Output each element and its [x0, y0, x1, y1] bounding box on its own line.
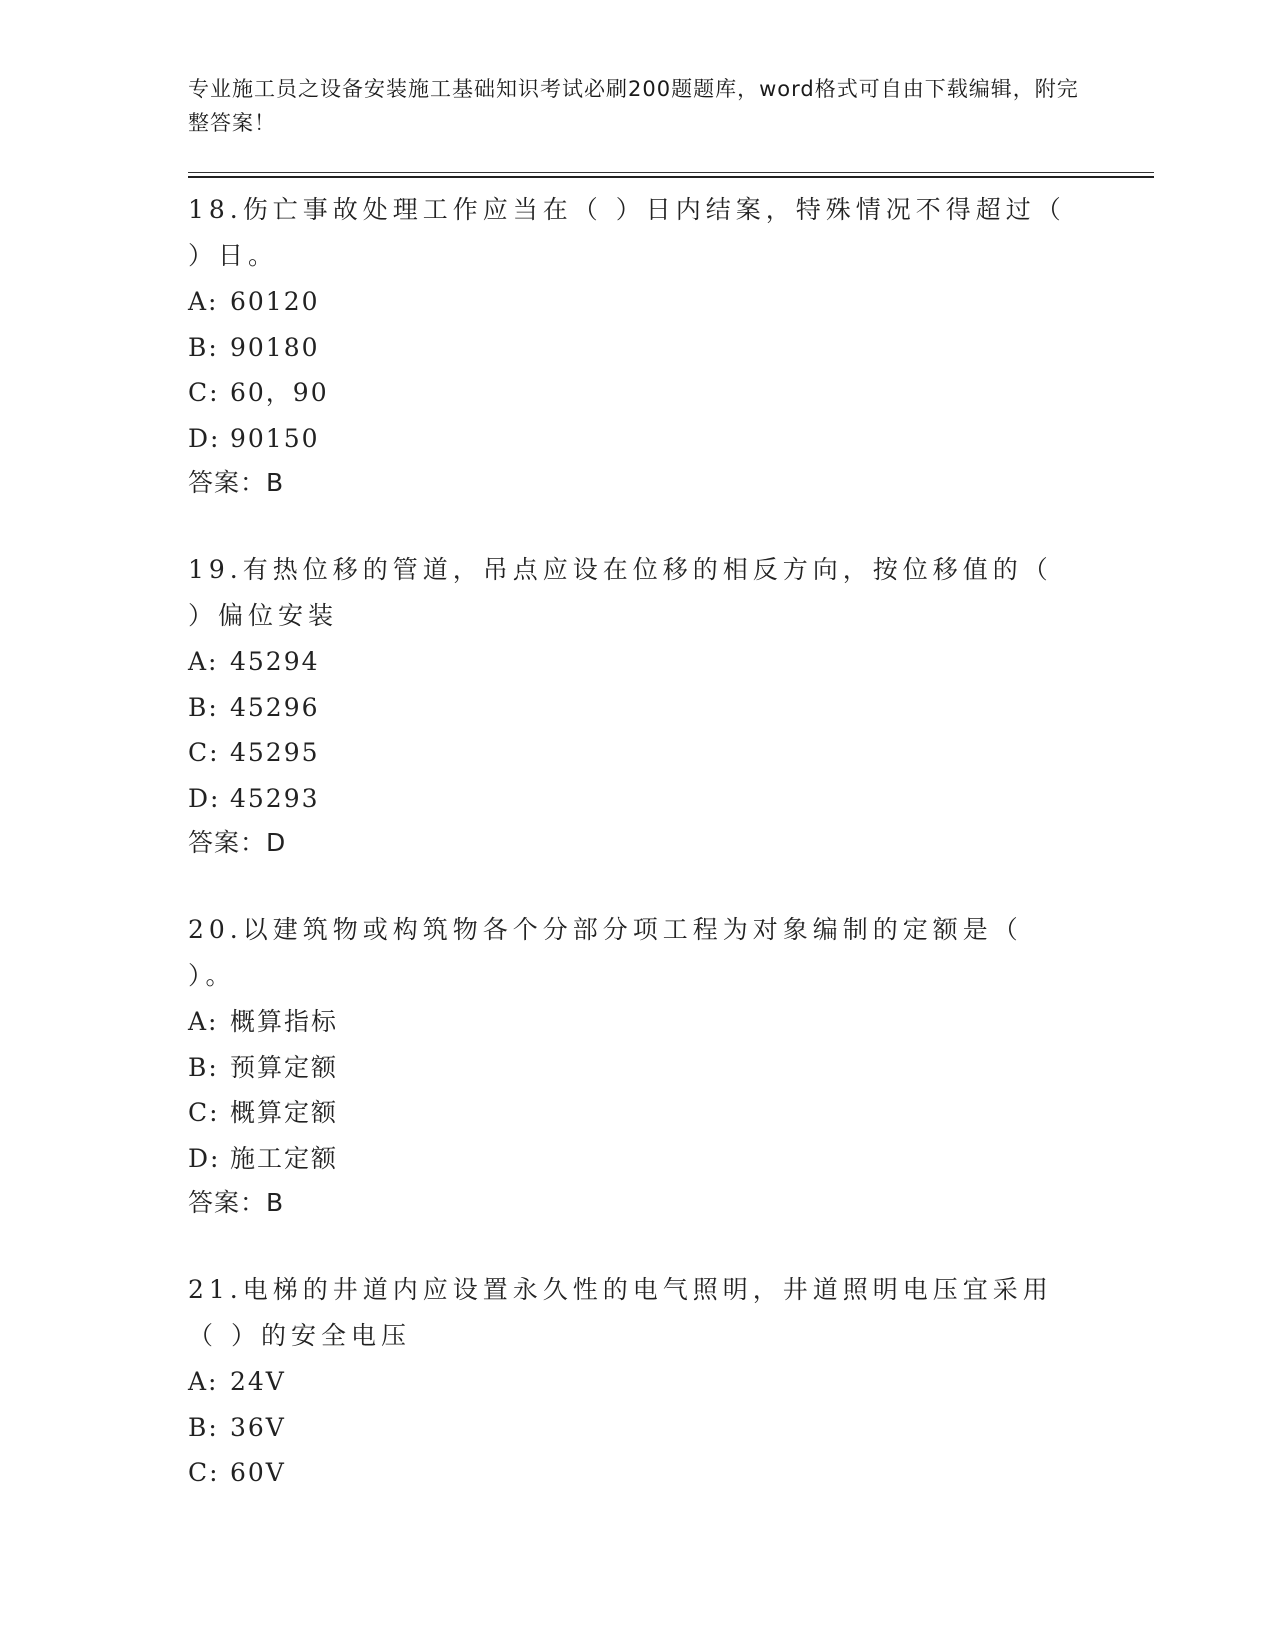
option-d	[188, 776, 1068, 822]
question-spacer	[188, 865, 1068, 907]
option-c	[188, 730, 1068, 776]
question-spacer	[188, 1225, 1068, 1267]
option-d	[188, 416, 1068, 462]
option-a	[188, 639, 1068, 685]
option-letter: A:	[188, 1007, 219, 1036]
header-divider-bottom	[188, 176, 1154, 178]
option-letter: C:	[188, 1458, 220, 1487]
option-letter: C:	[188, 378, 220, 407]
option-letter: C:	[188, 738, 220, 767]
answer-line: 答案：B	[188, 1188, 285, 1217]
option-text: 60，90	[230, 378, 329, 407]
option-text: 45295	[230, 738, 320, 767]
option-text: 36V	[230, 1412, 286, 1442]
question-text: 20.以建筑物或构筑物各个分部分项工程为对象编制的定额是（ ）。	[188, 915, 1023, 990]
option-text: 60120	[230, 287, 320, 316]
option-letter: C:	[188, 1098, 220, 1127]
option-letter: D:	[188, 423, 221, 453]
option-text: 24V	[230, 1367, 286, 1396]
option-text: 预算定额	[230, 1052, 339, 1082]
answer-line: 答案：B	[188, 468, 285, 497]
option-text: 60V	[230, 1458, 286, 1487]
question-text: 21.电梯的井道内应设置永久性的电气照明，井道照明电压宜采用（ ）的安全电压	[188, 1275, 1053, 1350]
option-a	[188, 1359, 1068, 1405]
option-d	[188, 1136, 1068, 1182]
question-20	[188, 907, 1068, 1225]
option-letter: A:	[188, 1367, 219, 1396]
option-a	[188, 999, 1068, 1045]
option-c	[188, 370, 1068, 416]
header-divider-top	[188, 172, 1154, 173]
option-b	[188, 1045, 1068, 1091]
option-b	[188, 1405, 1068, 1451]
option-text: 概算指标	[230, 1007, 339, 1036]
option-text: 45296	[230, 692, 320, 722]
option-b	[188, 325, 1068, 371]
option-text: 施工定额	[230, 1143, 339, 1173]
option-c	[188, 1090, 1068, 1136]
option-letter: B:	[188, 332, 219, 362]
option-c	[188, 1450, 1068, 1496]
option-letter: A:	[188, 287, 219, 316]
option-text: 90180	[230, 332, 320, 362]
option-text: 90150	[230, 423, 320, 453]
option-letter: D:	[188, 783, 221, 813]
question-18	[188, 187, 1068, 505]
answer-line: 答案：D	[188, 828, 287, 857]
question-list	[188, 187, 1068, 1496]
option-text: 概算定额	[230, 1098, 339, 1127]
question-21	[188, 1267, 1068, 1496]
option-letter: B:	[188, 1052, 219, 1082]
question-text: 19.有热位移的管道，吊点应设在位移的相反方向，按位移值的（ ）偏位安装	[188, 555, 1053, 630]
question-text: 18.伤亡事故处理工作应当在（ ）日内结案，特殊情况不得超过（ ）日。	[188, 195, 1066, 270]
option-a	[188, 279, 1068, 325]
option-b	[188, 685, 1068, 731]
option-letter: A:	[188, 647, 219, 676]
document-header: 专业施工员之设备安装施工基础知识考试必刷200题题库，word格式可自由下载编辑，附完整答案！	[188, 77, 1079, 135]
option-letter: B:	[188, 1412, 219, 1442]
option-letter: B:	[188, 692, 219, 722]
question-spacer	[188, 505, 1068, 547]
option-text: 45293	[230, 783, 320, 813]
question-19	[188, 547, 1068, 865]
option-text: 45294	[230, 647, 320, 676]
option-letter: D:	[188, 1143, 221, 1173]
